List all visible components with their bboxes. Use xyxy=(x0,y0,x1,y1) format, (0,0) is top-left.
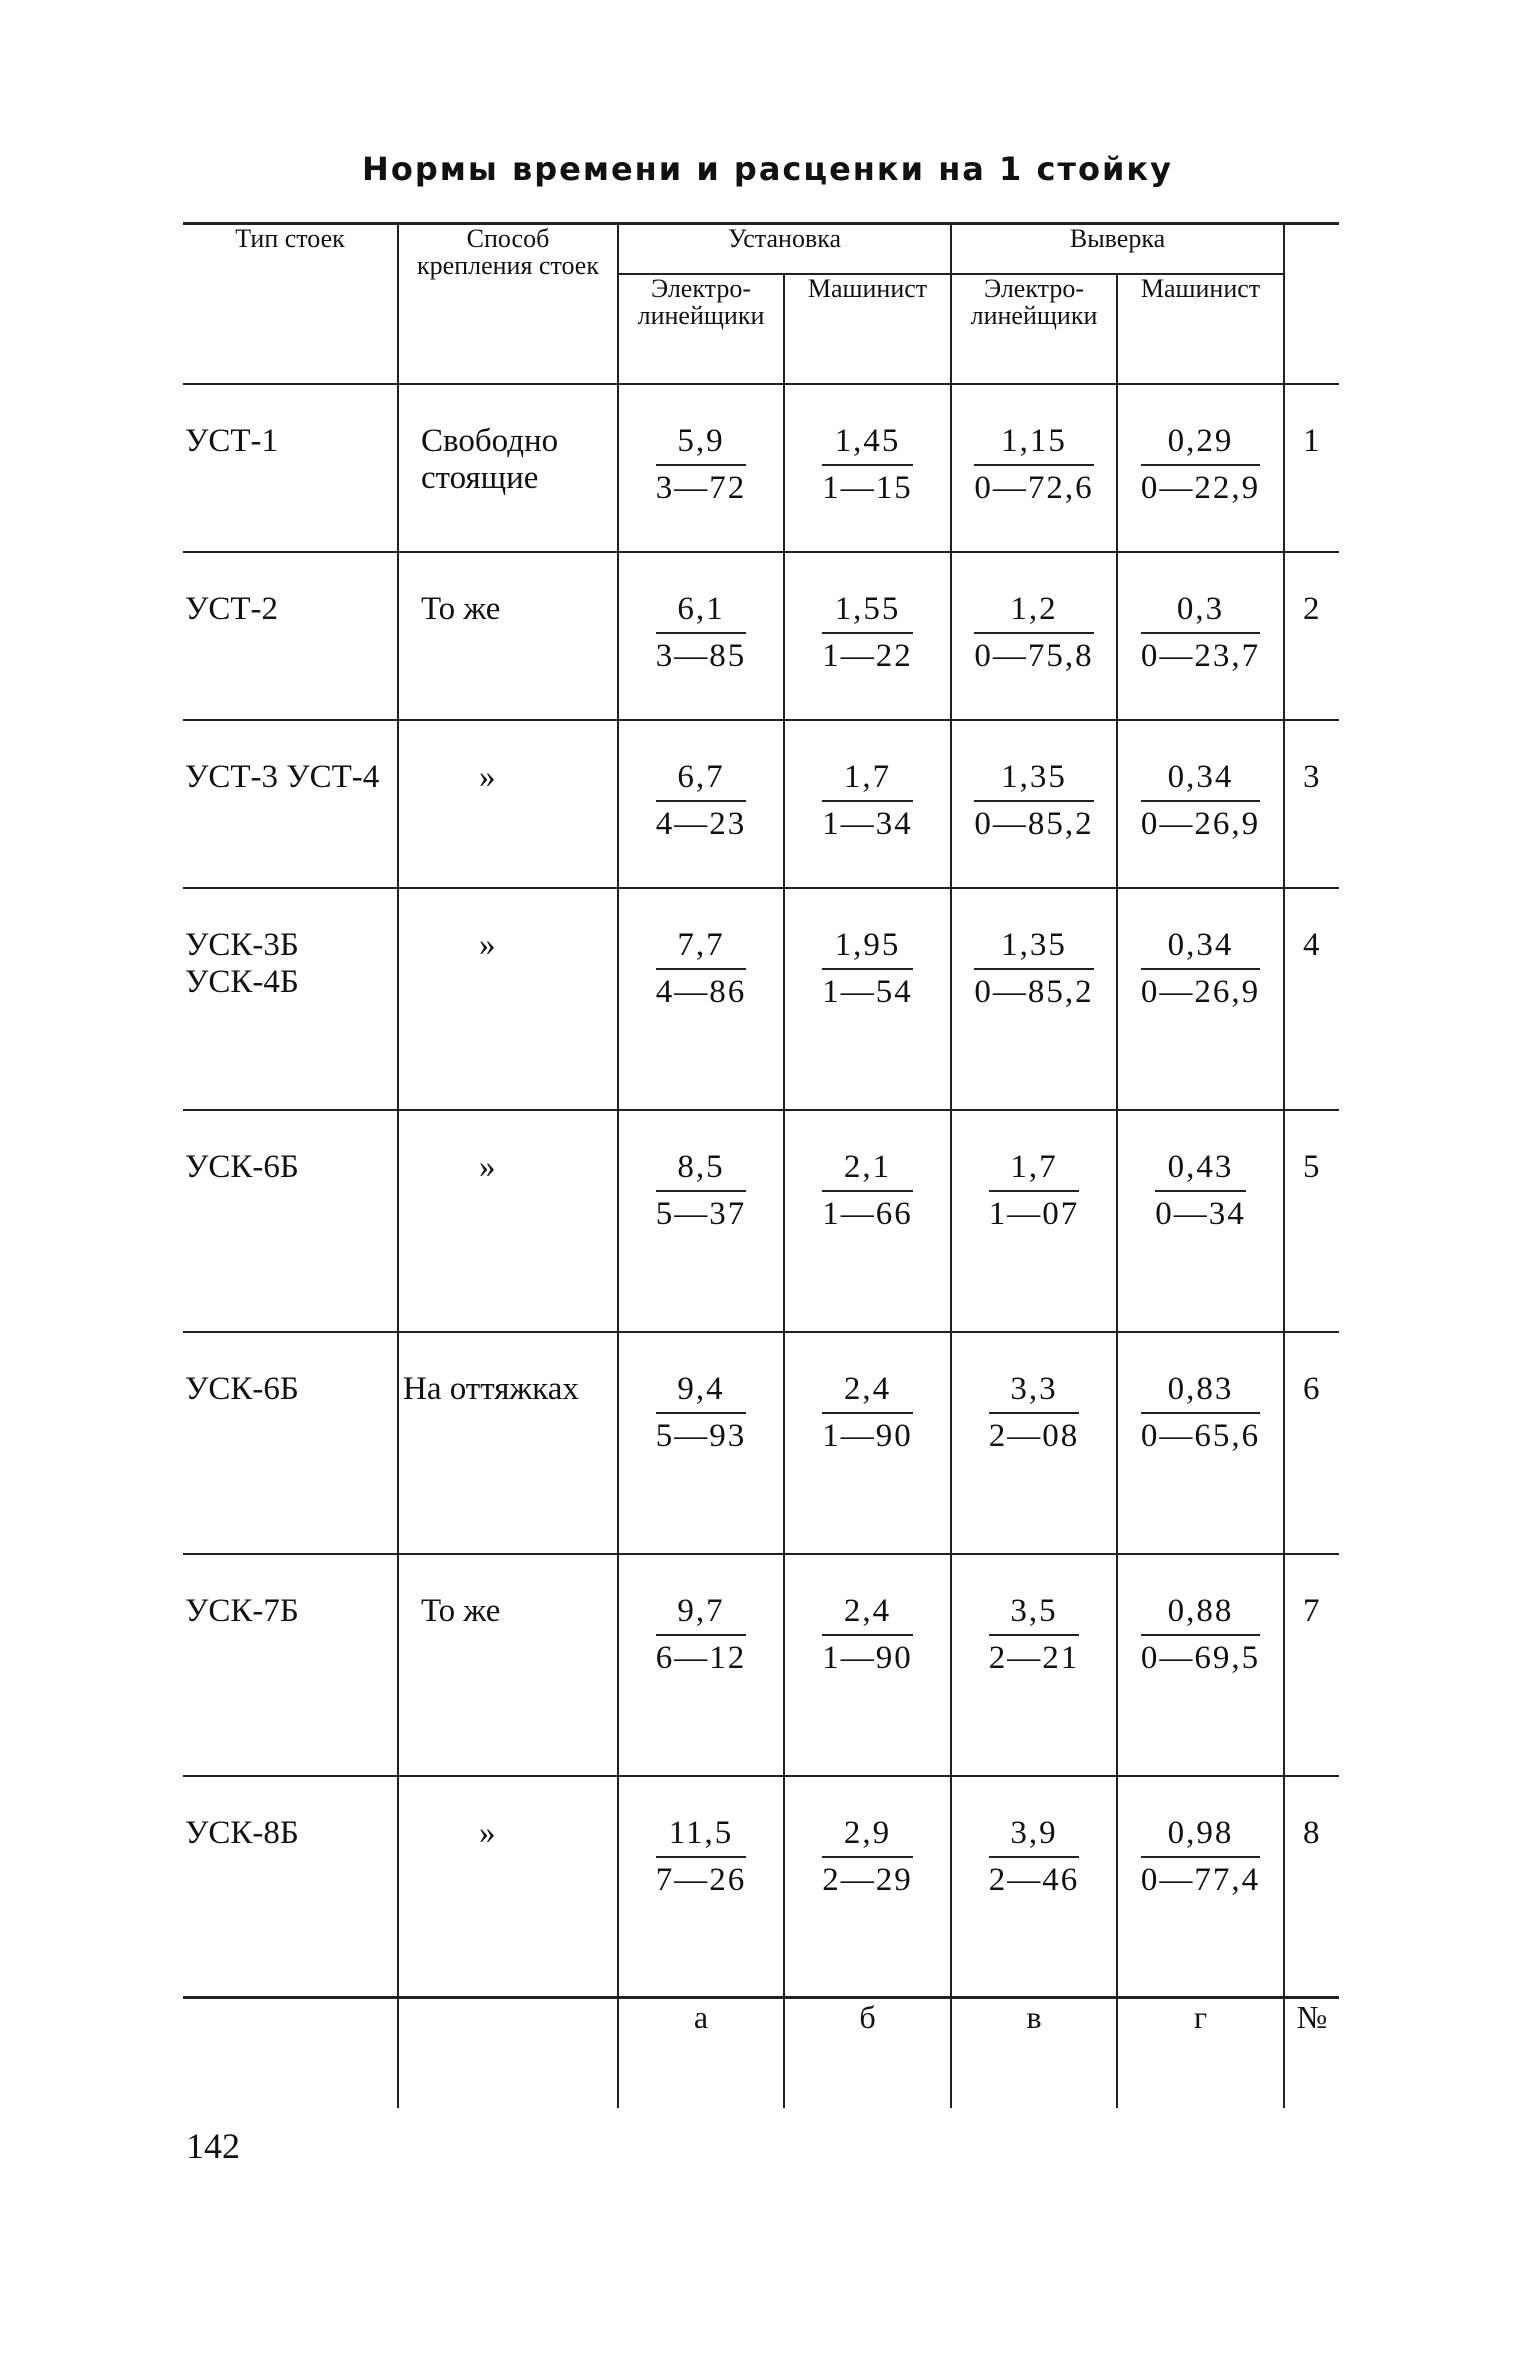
cell-row-number xyxy=(1284,1554,1339,1776)
header-electro-check: Электро-линейщики xyxy=(951,274,1117,384)
cell-type xyxy=(183,1554,398,1776)
fraction xyxy=(989,1147,1080,1236)
cell-value-g xyxy=(1117,384,1284,552)
cell-value-g xyxy=(1117,1332,1284,1554)
fraction-denominator: 6—12 xyxy=(655,1639,747,1676)
table-row xyxy=(183,1110,1339,1332)
method-text: » xyxy=(479,758,496,795)
header-machinist-check: Машинист xyxy=(1117,274,1284,384)
fraction-numerator: 9,7 xyxy=(656,1591,747,1636)
header-check: Выверка xyxy=(951,224,1284,274)
method-text: » xyxy=(479,1148,496,1185)
row-number-text: 7 xyxy=(1303,1592,1320,1629)
fraction-numerator: 5,9 xyxy=(656,421,747,466)
fraction-denominator: 1—90 xyxy=(822,1417,913,1454)
row-number-text: 1 xyxy=(1303,422,1320,459)
fraction-denominator: 2—46 xyxy=(988,1861,1080,1898)
table-row xyxy=(183,1332,1339,1554)
fraction-denominator: 5—93 xyxy=(655,1417,747,1454)
fraction-numerator: 2,4 xyxy=(822,1369,913,1414)
method-text: То же xyxy=(421,1592,501,1629)
fraction-denominator: 0—26,9 xyxy=(1140,973,1261,1010)
cell-type xyxy=(183,1110,398,1332)
fraction xyxy=(1141,589,1260,678)
cell-type xyxy=(183,1332,398,1554)
fraction-denominator: 0—23,7 xyxy=(1140,637,1261,674)
fraction-numerator: 1,55 xyxy=(822,589,913,634)
type-text: УСК-7Б xyxy=(185,1592,299,1629)
cell-value-b xyxy=(784,1554,951,1776)
cell-value-a xyxy=(618,1110,784,1332)
fraction-denominator: 1—66 xyxy=(822,1195,913,1232)
cell-value-v xyxy=(951,1332,1117,1554)
cell-value-a xyxy=(618,384,784,552)
type-text: УСТ-1 xyxy=(185,422,279,459)
fraction xyxy=(656,421,747,510)
cell-row-number xyxy=(1284,1776,1339,1998)
fraction-numerator: 0,88 xyxy=(1141,1591,1260,1636)
footer-empty xyxy=(183,1998,398,2108)
header-machinist-install: Машинист xyxy=(784,274,951,384)
fraction-denominator: 0—72,6 xyxy=(974,469,1094,506)
method-text: » xyxy=(479,1814,496,1851)
fraction-denominator: 5—37 xyxy=(655,1195,747,1232)
fraction-denominator: 3—72 xyxy=(655,469,747,506)
cell-method xyxy=(398,1554,618,1776)
fraction xyxy=(822,589,913,678)
cell-value-v xyxy=(951,720,1117,888)
fraction xyxy=(656,589,747,678)
fraction xyxy=(1141,1369,1260,1458)
table-row xyxy=(183,384,1339,552)
cell-value-a xyxy=(618,1332,784,1554)
cell-type xyxy=(183,1776,398,1998)
fraction-denominator: 4—86 xyxy=(655,973,747,1010)
fraction-denominator: 2—21 xyxy=(988,1639,1080,1676)
fraction xyxy=(822,757,913,846)
header-type: Тип стоек xyxy=(183,224,398,384)
method-text: Свободно стоящие xyxy=(421,422,559,497)
cell-method xyxy=(398,720,618,888)
cell-value-b xyxy=(784,888,951,1110)
fraction-denominator: 0—77,4 xyxy=(1140,1861,1261,1898)
cell-type xyxy=(183,720,398,888)
page-number: 142 xyxy=(186,2126,240,2166)
fraction xyxy=(822,1147,913,1236)
cell-value-g xyxy=(1117,1554,1284,1776)
cell-row-number xyxy=(1284,1332,1339,1554)
fraction xyxy=(822,1591,913,1680)
cell-row-number xyxy=(1284,720,1339,888)
fraction-denominator: 7—26 xyxy=(655,1861,747,1898)
fraction-denominator: 4—23 xyxy=(655,805,747,842)
fraction-numerator: 9,4 xyxy=(656,1369,747,1414)
type-text: УСК-3Б УСК-4Б xyxy=(185,926,299,1001)
cell-value-v xyxy=(951,888,1117,1110)
fraction-denominator: 0—85,2 xyxy=(974,973,1094,1010)
footer-col-v: в xyxy=(951,1998,1117,2108)
row-number-text: 3 xyxy=(1303,758,1320,795)
footer-col-a: а xyxy=(618,1998,784,2108)
fraction xyxy=(974,421,1093,510)
fraction xyxy=(656,757,747,846)
cell-value-g xyxy=(1117,888,1284,1110)
fraction xyxy=(974,757,1093,846)
row-number-text: 8 xyxy=(1303,1814,1320,1851)
fraction xyxy=(656,925,747,1014)
fraction-denominator: 0—26,9 xyxy=(1140,805,1261,842)
type-text: УСТ-2 xyxy=(185,590,279,627)
fraction xyxy=(989,1591,1080,1680)
row-number-text: 2 xyxy=(1303,590,1320,627)
fraction-numerator: 0,34 xyxy=(1141,757,1260,802)
fraction-numerator: 1,7 xyxy=(989,1147,1080,1192)
type-text: УСК-6Б xyxy=(185,1148,299,1185)
cell-value-b xyxy=(784,1332,951,1554)
cell-value-g xyxy=(1117,1776,1284,1998)
fraction-numerator: 3,5 xyxy=(989,1591,1080,1636)
fraction-denominator: 0—65,6 xyxy=(1140,1417,1261,1454)
header-electro-install: Электро-линейщики xyxy=(618,274,784,384)
row-number-text: 5 xyxy=(1303,1148,1320,1185)
fraction-numerator: 1,7 xyxy=(822,757,913,802)
fraction-numerator: 8,5 xyxy=(656,1147,747,1192)
fraction-numerator: 0,83 xyxy=(1141,1369,1260,1414)
fraction xyxy=(822,421,913,510)
cell-value-b xyxy=(784,1110,951,1332)
fraction-numerator: 2,4 xyxy=(822,1591,913,1636)
method-text: На оттяжках xyxy=(403,1370,579,1407)
fraction xyxy=(822,1369,913,1458)
type-text: УСК-8Б xyxy=(185,1814,299,1851)
row-number-text: 4 xyxy=(1303,926,1320,963)
cell-value-v xyxy=(951,384,1117,552)
fraction-denominator: 2—29 xyxy=(822,1861,913,1898)
fraction-denominator: 1—22 xyxy=(822,637,913,674)
fraction xyxy=(974,925,1093,1014)
cell-value-g xyxy=(1117,552,1284,720)
fraction-numerator: 1,35 xyxy=(974,757,1093,802)
fraction-numerator: 6,7 xyxy=(656,757,747,802)
cell-value-b xyxy=(784,552,951,720)
footer-col-g: г xyxy=(1117,1998,1284,2108)
fraction-numerator: 1,45 xyxy=(822,421,913,466)
fraction xyxy=(656,1591,747,1680)
footer-col-b: б xyxy=(784,1998,951,2108)
cell-value-v xyxy=(951,1110,1117,1332)
fraction-denominator: 0—69,5 xyxy=(1140,1639,1261,1676)
cell-value-b xyxy=(784,1776,951,1998)
cell-method xyxy=(398,888,618,1110)
fraction-numerator: 3,9 xyxy=(989,1813,1080,1858)
fraction-numerator: 1,35 xyxy=(974,925,1093,970)
fraction xyxy=(656,1813,747,1902)
fraction-numerator: 0,3 xyxy=(1141,589,1260,634)
row-number-text: 6 xyxy=(1303,1370,1320,1407)
cell-value-v xyxy=(951,1554,1117,1776)
fraction-denominator: 1—34 xyxy=(822,805,913,842)
fraction-numerator: 0,29 xyxy=(1141,421,1260,466)
cell-row-number xyxy=(1284,552,1339,720)
footer-row xyxy=(183,1998,1339,2108)
type-text: УСК-6Б xyxy=(185,1370,299,1407)
fraction xyxy=(1141,925,1260,1014)
header-method: Способ крепления стоек xyxy=(398,224,618,384)
cell-row-number xyxy=(1284,888,1339,1110)
fraction-denominator: 1—54 xyxy=(822,973,913,1010)
footer-empty xyxy=(398,1998,618,2108)
cell-method xyxy=(398,384,618,552)
table-row xyxy=(183,720,1339,888)
header-install: Установка xyxy=(618,224,951,274)
fraction-numerator: 0,43 xyxy=(1155,1147,1246,1192)
fraction-denominator: 1—90 xyxy=(822,1639,913,1676)
cell-type xyxy=(183,888,398,1110)
fraction-denominator: 0—22,9 xyxy=(1140,469,1261,506)
table-row xyxy=(183,1776,1339,1998)
cell-value-v xyxy=(951,1776,1117,1998)
fraction-denominator: 3—85 xyxy=(655,637,747,674)
fraction xyxy=(1155,1147,1246,1236)
fraction-denominator: 1—07 xyxy=(988,1195,1080,1232)
fraction-numerator: 2,1 xyxy=(822,1147,913,1192)
fraction xyxy=(974,589,1093,678)
fraction xyxy=(822,925,913,1014)
fraction xyxy=(656,1369,747,1458)
fraction-numerator: 1,95 xyxy=(822,925,913,970)
fraction-denominator: 1—15 xyxy=(822,469,913,506)
fraction-denominator: 0—34 xyxy=(1155,1195,1246,1232)
fraction-denominator: 0—85,2 xyxy=(974,805,1094,842)
page-title: Нормы времени и расценки на 1 стойку xyxy=(362,150,1173,188)
fraction xyxy=(822,1813,913,1902)
fraction xyxy=(989,1369,1080,1458)
fraction xyxy=(656,1147,747,1236)
fraction-denominator: 2—08 xyxy=(988,1417,1080,1454)
fraction xyxy=(1141,1591,1260,1680)
cell-type xyxy=(183,384,398,552)
cell-method xyxy=(398,1776,618,1998)
cell-value-a xyxy=(618,888,784,1110)
cell-value-g xyxy=(1117,1110,1284,1332)
cell-row-number xyxy=(1284,1110,1339,1332)
cell-value-v xyxy=(951,552,1117,720)
fraction xyxy=(1141,421,1260,510)
cell-value-a xyxy=(618,552,784,720)
method-text: » xyxy=(479,926,496,963)
fraction xyxy=(1141,1813,1260,1902)
footer-col-no: № xyxy=(1284,1998,1339,2108)
fraction-numerator: 11,5 xyxy=(656,1813,747,1858)
fraction-numerator: 2,9 xyxy=(822,1813,913,1858)
fraction xyxy=(1141,757,1260,846)
cell-value-a xyxy=(618,1554,784,1776)
table-row xyxy=(183,888,1339,1110)
table-row xyxy=(183,1554,1339,1776)
cell-value-g xyxy=(1117,720,1284,888)
method-text: То же xyxy=(421,590,501,627)
cell-value-a xyxy=(618,720,784,888)
fraction-numerator: 1,2 xyxy=(974,589,1093,634)
cell-type xyxy=(183,552,398,720)
fraction-numerator: 6,1 xyxy=(656,589,747,634)
cell-method xyxy=(398,552,618,720)
cell-value-a xyxy=(618,1776,784,1998)
fraction-numerator: 0,34 xyxy=(1141,925,1260,970)
cell-value-b xyxy=(784,720,951,888)
fraction-numerator: 3,3 xyxy=(989,1369,1080,1414)
header-number xyxy=(1284,224,1339,384)
type-text: УСТ-3 УСТ-4 xyxy=(185,758,380,795)
fraction-numerator: 0,98 xyxy=(1141,1813,1260,1858)
fraction-numerator: 7,7 xyxy=(656,925,747,970)
fraction-numerator: 1,15 xyxy=(974,421,1093,466)
table-row xyxy=(183,552,1339,720)
cell-value-b xyxy=(784,384,951,552)
cell-method xyxy=(398,1110,618,1332)
fraction-denominator: 0—75,8 xyxy=(974,637,1094,674)
cell-method xyxy=(398,1332,618,1554)
cell-row-number xyxy=(1284,384,1339,552)
fraction xyxy=(989,1813,1080,1902)
norms-table xyxy=(183,222,1339,2108)
